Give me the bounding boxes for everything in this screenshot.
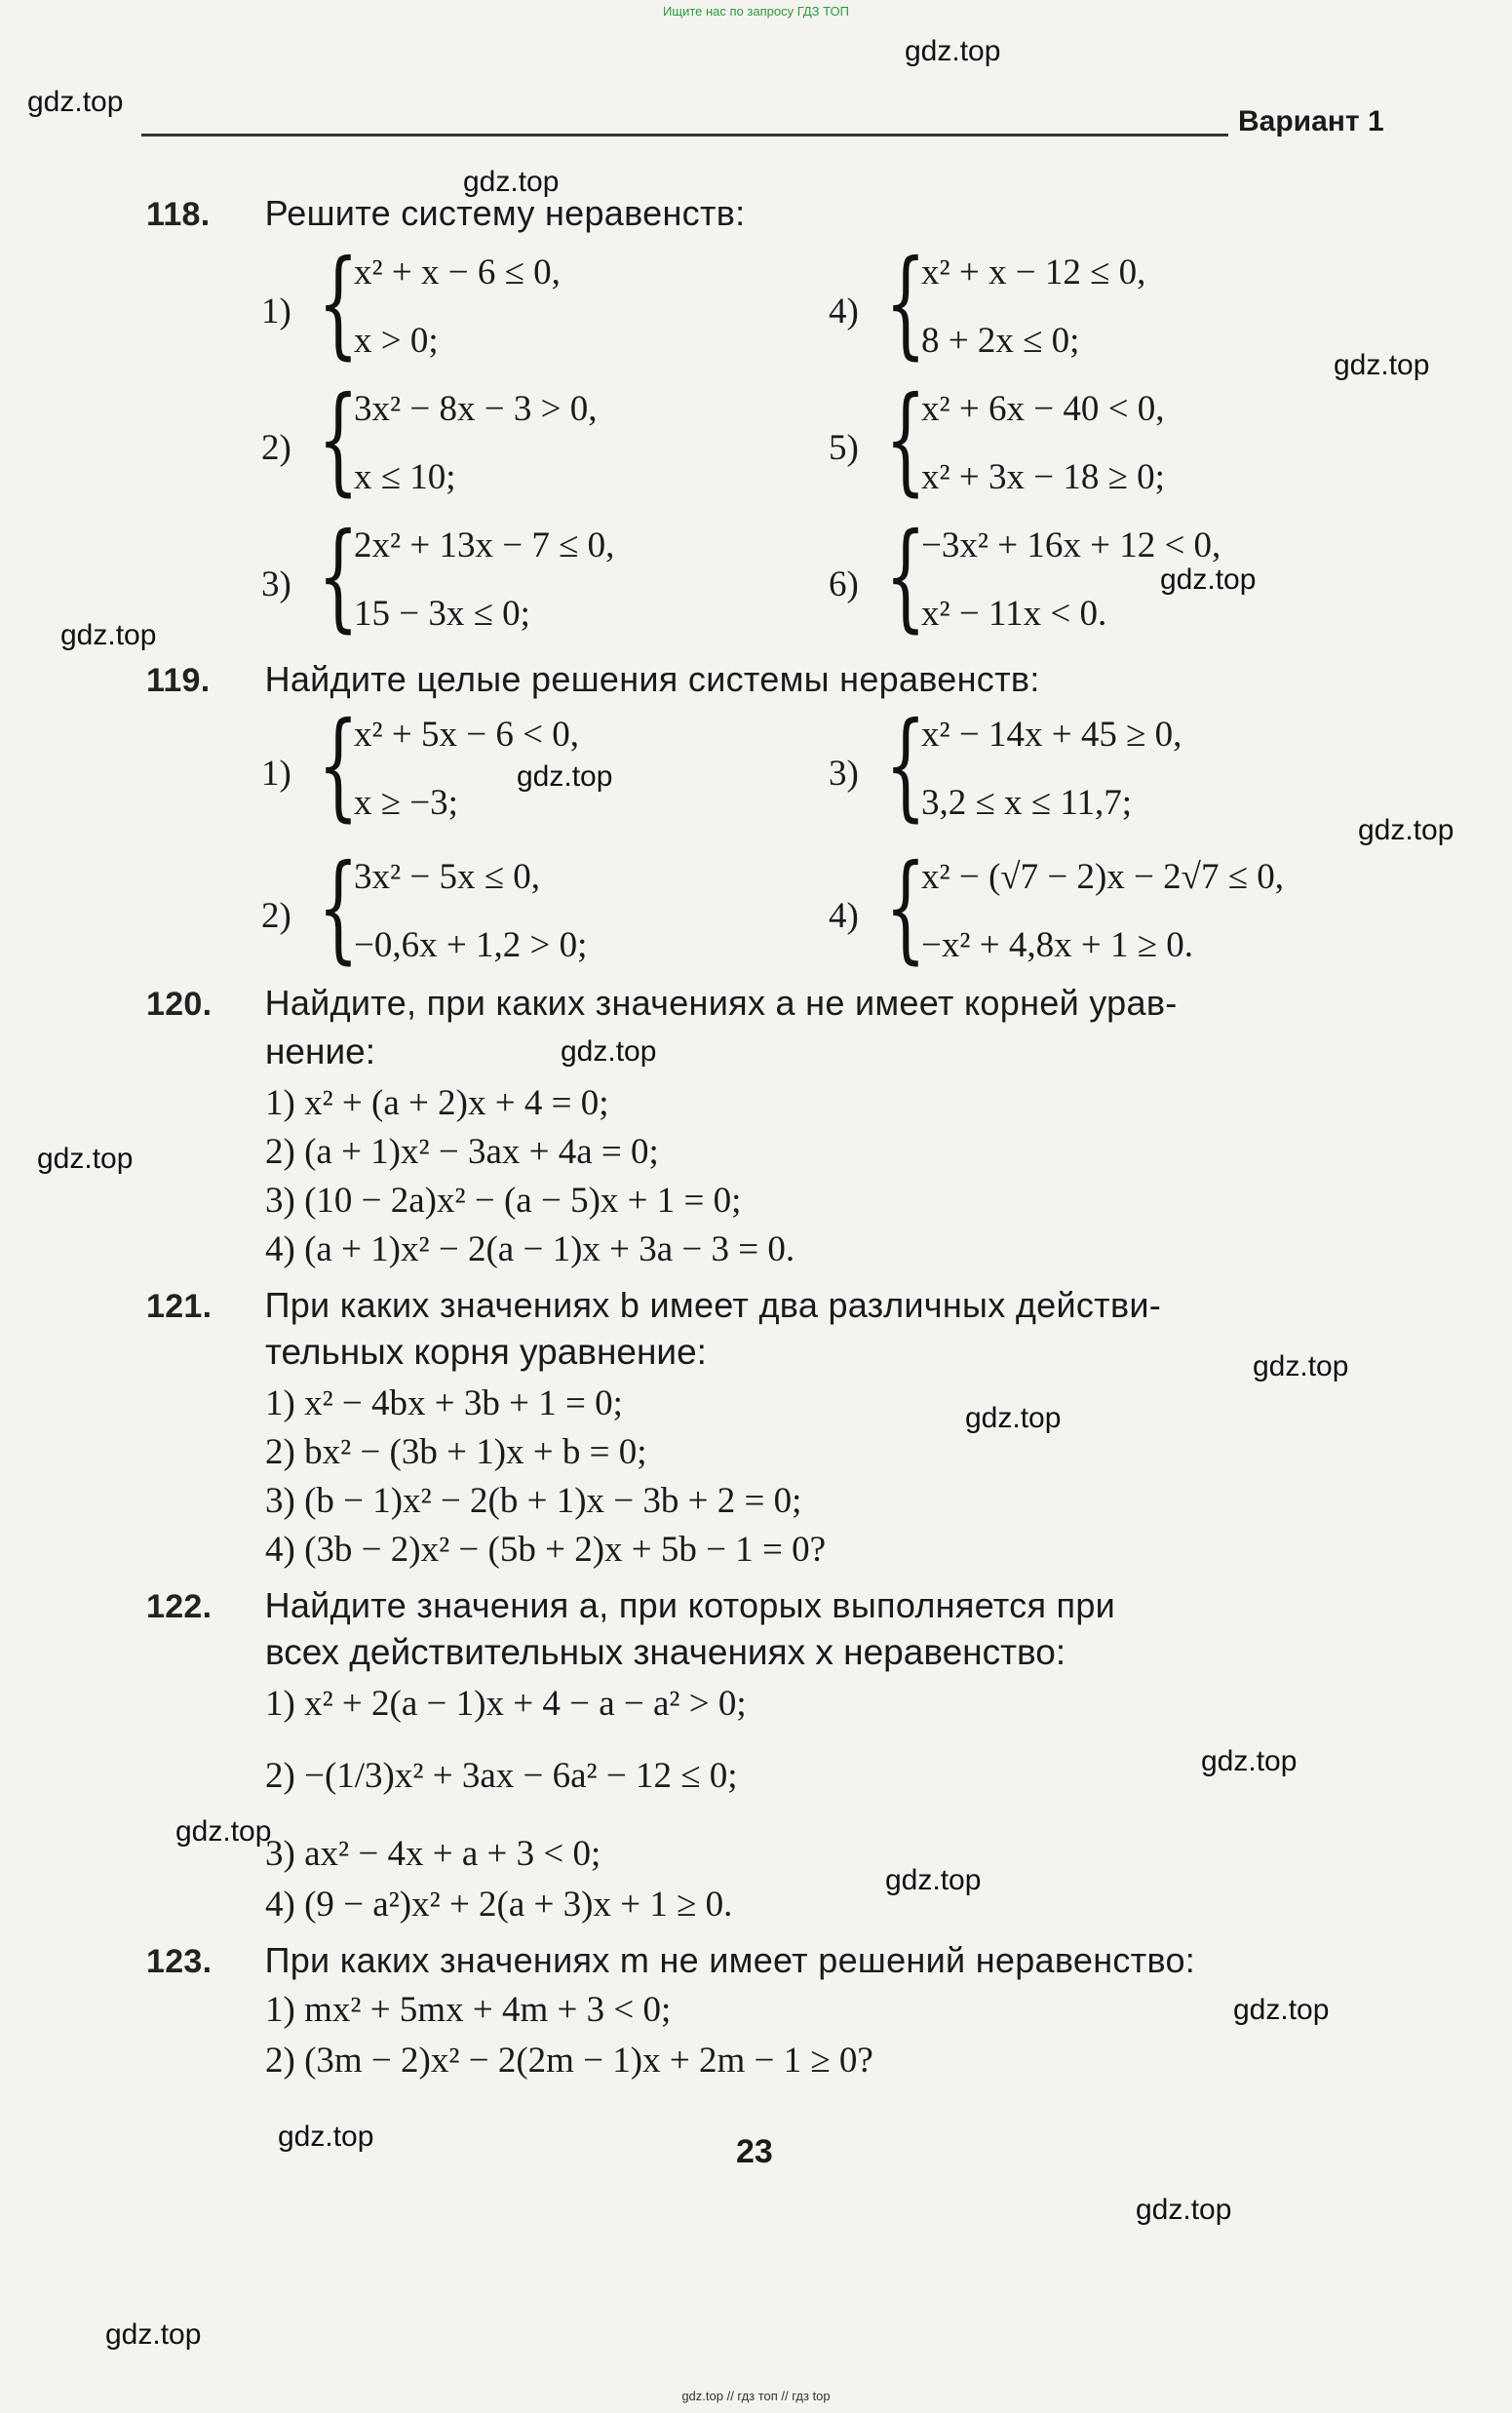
brace-icon: { [885,840,926,976]
watermark: gdz.top [1233,1994,1330,2026]
problem-number: 121. [146,1288,213,1325]
system-row: x² + x − 12 ≤ 0, [921,253,1146,292]
watermark: gdz.top [1136,2194,1232,2226]
item-index: 6) [829,564,859,604]
item-index: 4) [829,292,859,331]
brace-icon: { [318,509,359,644]
brace-icon: { [318,236,359,371]
system-row: x² + 3x − 18 ≥ 0; [921,457,1165,497]
list-item: 3) (b − 1)x² − 2(b + 1)x − 3b + 2 = 0; [265,1481,802,1521]
list-item: 4) (3b − 2)x² − (5b + 2)x + 5b − 1 = 0? [265,1530,827,1570]
watermark: gdz.top [1160,564,1257,596]
brace-icon: { [885,236,926,371]
watermark: gdz.top [1253,1350,1349,1382]
header-rule [141,134,1228,136]
problem-text: При каких значениях m не имеет решений неравенство: [264,1940,1196,1980]
watermark: gdz.top [37,1143,134,1175]
problem-118-heading [146,193,745,235]
problem-119-heading [146,659,1040,701]
system-row: −3x² + 16x + 12 < 0, [921,525,1221,565]
page-number: 23 [736,2133,773,2170]
list-item: 2) −(1/3)x² + 3ax − 6a² − 12 ≤ 0; [265,1756,738,1796]
brace-icon: { [885,372,926,508]
system-row: −0,6x + 1,2 > 0; [354,925,588,965]
item-index: 4) [829,896,859,936]
problem-text-cont: всех действительных значениях x неравенство: [265,1632,1066,1672]
watermark: gdz.top [965,1402,1062,1434]
item-index: 2) [261,896,291,936]
problem-number: 122. [146,1588,213,1625]
list-item: 1) mx² + 5mx + 4m + 3 < 0; [265,1990,672,2030]
system-row: 3x² − 8x − 3 > 0, [354,389,598,429]
system-row: x ≤ 10; [354,457,456,497]
system-row: 2x² + 13x − 7 ≤ 0, [354,525,615,565]
problem-text: Найдите, при каких значениях a не имеет корней урав- [264,983,1178,1023]
brace-icon: { [318,372,359,508]
watermark: gdz.top [561,1035,657,1068]
watermark: gdz.top [885,1864,982,1896]
problem-123-heading [146,1940,1195,1982]
problem-text: Найдите целые решения системы неравенств: [264,659,1040,699]
watermark: gdz.top [175,1815,272,1848]
system-row: −x² + 4,8x + 1 ≥ 0. [921,925,1193,965]
watermark: gdz.top [60,619,157,651]
system-row: x² − 14x + 45 ≥ 0, [921,715,1182,755]
watermark: gdz.top [1358,814,1454,846]
item-index: 3) [829,754,859,794]
system-row: x ≥ −3; [354,783,458,823]
list-item: 4) (a + 1)x² − 2(a − 1)x + 3a − 3 = 0. [265,1229,795,1269]
list-item: 3) (10 − 2a)x² − (a − 5)x + 1 = 0; [265,1181,742,1221]
watermark: gdz.top [517,760,613,793]
brace-icon: { [885,698,926,834]
item-index: 1) [261,292,291,331]
watermark: gdz.top [27,86,124,118]
watermark: gdz.top [278,2121,374,2153]
brace-icon: { [885,509,926,644]
top-note: Ищите нас по запросу ГДЗ ТОП [663,4,849,19]
system-row: x² − (√7 − 2)x − 2√7 ≤ 0, [921,857,1285,897]
system-row: x² + x − 6 ≤ 0, [354,253,561,292]
list-item: 2) bx² − (3b + 1)x + b = 0; [265,1432,647,1472]
list-item: 3) ax² − 4x + a + 3 < 0; [265,1834,601,1874]
system-row: x² − 11x < 0. [921,594,1107,634]
item-index: 2) [261,428,291,468]
system-row: 8 + 2x ≤ 0; [921,321,1080,361]
watermark: gdz.top [463,166,560,198]
list-item: 1) x² + 2(a − 1)x + 4 − a − a² > 0; [265,1684,747,1724]
list-item: 1) x² − 4bx + 3b + 1 = 0; [265,1383,623,1423]
problem-text-cont: тельных корня уравнение: [265,1332,707,1372]
system-row: 15 − 3x ≤ 0; [354,594,530,634]
system-row: 3x² − 5x ≤ 0, [354,857,541,897]
list-item: 2) (a + 1)x² − 3ax + 4a = 0; [265,1132,659,1172]
system-row: 3,2 ≤ x ≤ 11,7; [921,783,1133,823]
problem-text: При каких значениях b имеет два различных действи- [264,1285,1162,1325]
problem-number: 120. [146,986,213,1023]
problem-text: Найдите значения a, при которых выполняется при [264,1585,1116,1625]
item-index: 3) [261,564,291,604]
problem-121-heading [146,1285,1161,1327]
problem-120-heading [146,983,1178,1025]
item-index: 5) [829,428,859,468]
problem-number: 123. [146,1943,213,1980]
watermark: gdz.top [105,2318,202,2351]
problem-number: 119. [146,662,211,699]
watermark: gdz.top [1201,1745,1298,1777]
brace-icon: { [318,698,359,834]
problem-text: Решите систему неравенств: [264,193,746,233]
brace-icon: { [318,840,359,976]
watermark: gdz.top [1334,349,1430,381]
system-row: x² + 5x − 6 < 0, [354,715,579,755]
system-row: x² + 6x − 40 < 0, [921,389,1165,429]
problem-number: 118. [146,196,211,233]
list-item: 1) x² + (a + 2)x + 4 = 0; [265,1083,609,1123]
list-item: 2) (3m − 2)x² − 2(2m − 1)x + 2m − 1 ≥ 0? [265,2041,873,2081]
variant-label: Вариант 1 [1238,105,1384,137]
item-index: 1) [261,754,291,794]
system-row: x > 0; [354,321,439,361]
bottom-note: gdz.top // гдз топ // гдз top [681,2389,831,2403]
problem-122-heading [146,1585,1115,1627]
watermark: gdz.top [905,35,1001,67]
list-item: 4) (9 − a²)x² + 2(a + 3)x + 1 ≥ 0. [265,1885,733,1925]
problem-text-cont: нение: [265,1031,375,1071]
